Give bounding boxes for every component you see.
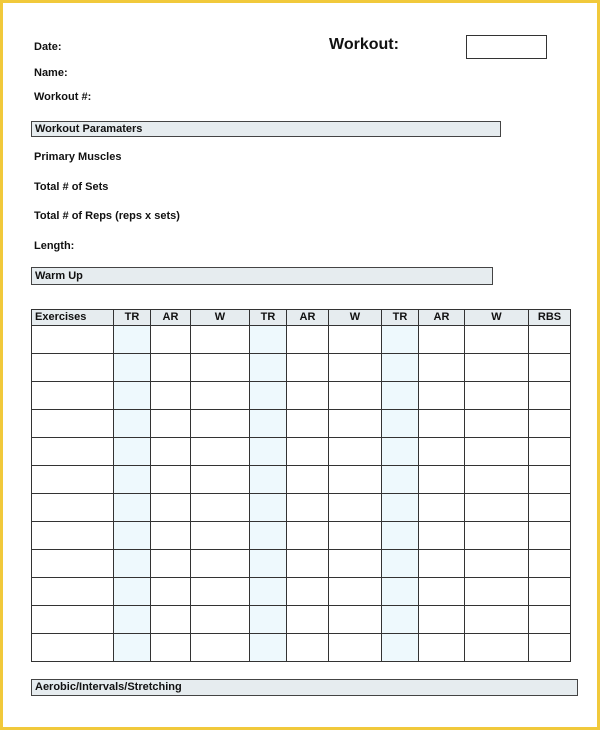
table-cell-ar[interactable] <box>287 522 329 550</box>
table-cell-tr[interactable] <box>114 382 151 410</box>
table-cell-exercises[interactable] <box>32 382 114 410</box>
table-cell-ar[interactable] <box>419 354 465 382</box>
table-cell-ar[interactable] <box>151 410 191 438</box>
table-header-row <box>32 310 571 326</box>
table-cell-exercises[interactable] <box>32 494 114 522</box>
table-cell-w[interactable] <box>191 354 250 382</box>
table-cell-ar[interactable] <box>419 578 465 606</box>
table-row <box>32 410 571 438</box>
table-cell-ar[interactable] <box>419 326 465 354</box>
table-cell-rbs[interactable] <box>529 354 571 382</box>
table-cell-w[interactable] <box>329 410 382 438</box>
table-cell-tr[interactable] <box>382 606 419 634</box>
table-cell-ar[interactable] <box>151 522 191 550</box>
table-cell-w[interactable] <box>191 410 250 438</box>
table-cell-w[interactable] <box>191 606 250 634</box>
table-cell-tr[interactable] <box>382 326 419 354</box>
table-cell-ar[interactable] <box>151 550 191 578</box>
table-cell-w[interactable] <box>465 410 529 438</box>
table-cell-w[interactable] <box>329 634 382 662</box>
table-cell-tr[interactable] <box>250 634 287 662</box>
table-cell-w[interactable] <box>465 382 529 410</box>
table-cell-exercises[interactable] <box>32 326 114 354</box>
workout-parameters-header: Workout Paramaters <box>31 121 501 137</box>
col-header-ar: AR <box>419 310 465 326</box>
table-cell-w[interactable] <box>465 494 529 522</box>
table-cell-exercises[interactable] <box>32 466 114 494</box>
table-row <box>32 578 571 606</box>
date-label: Date: <box>34 41 62 53</box>
table-row <box>32 634 571 662</box>
col-header-ar: AR <box>287 310 329 326</box>
table-cell-rbs[interactable] <box>529 438 571 466</box>
table-cell-w[interactable] <box>465 606 529 634</box>
warm-up-header: Warm Up <box>31 267 493 285</box>
table-cell-w[interactable] <box>329 438 382 466</box>
name-label: Name: <box>34 67 68 79</box>
table-cell-w[interactable] <box>329 578 382 606</box>
table-row <box>32 354 571 382</box>
table-cell-rbs[interactable] <box>529 578 571 606</box>
table-row <box>32 522 571 550</box>
table-cell-tr[interactable] <box>250 410 287 438</box>
table-cell-w[interactable] <box>465 466 529 494</box>
table-cell-ar[interactable] <box>419 438 465 466</box>
table-cell-w[interactable] <box>465 438 529 466</box>
table-cell-ar[interactable] <box>419 606 465 634</box>
table-cell-w[interactable] <box>465 326 529 354</box>
table-cell-ar[interactable] <box>151 494 191 522</box>
table-cell-rbs[interactable] <box>529 522 571 550</box>
table-cell-ar[interactable] <box>419 382 465 410</box>
table-cell-w[interactable] <box>329 550 382 578</box>
length-label: Length: <box>34 240 75 252</box>
table-cell-w[interactable] <box>465 634 529 662</box>
table-cell-tr[interactable] <box>114 634 151 662</box>
table-cell-w[interactable] <box>191 382 250 410</box>
exercise-table <box>31 309 571 662</box>
table-cell-tr[interactable] <box>382 466 419 494</box>
table-cell-w[interactable] <box>465 578 529 606</box>
table-cell-w[interactable] <box>329 326 382 354</box>
table-cell-w[interactable] <box>191 326 250 354</box>
table-cell-ar[interactable] <box>419 522 465 550</box>
col-header-tr: TR <box>250 310 287 326</box>
table-cell-ar[interactable] <box>287 550 329 578</box>
table-row <box>32 382 571 410</box>
table-cell-rbs[interactable] <box>529 410 571 438</box>
table-cell-ar[interactable] <box>287 578 329 606</box>
table-row <box>32 326 571 354</box>
table-cell-w[interactable] <box>329 606 382 634</box>
table-cell-rbs[interactable] <box>529 494 571 522</box>
table-cell-rbs[interactable] <box>529 382 571 410</box>
col-header-ar: AR <box>151 310 191 326</box>
workout-title: Workout: <box>329 36 399 53</box>
table-cell-tr[interactable] <box>382 550 419 578</box>
table-cell-ar[interactable] <box>287 354 329 382</box>
table-cell-w[interactable] <box>191 438 250 466</box>
table-row <box>32 606 571 634</box>
table-cell-tr[interactable] <box>250 494 287 522</box>
table-cell-w[interactable] <box>191 578 250 606</box>
table-cell-tr[interactable] <box>250 438 287 466</box>
table-cell-w[interactable] <box>191 522 250 550</box>
table-cell-exercises[interactable] <box>32 634 114 662</box>
col-header-tr: TR <box>382 310 419 326</box>
table-cell-ar[interactable] <box>287 466 329 494</box>
table-cell-ar[interactable] <box>287 382 329 410</box>
table-cell-ar[interactable] <box>151 578 191 606</box>
table-cell-w[interactable] <box>465 354 529 382</box>
table-cell-tr[interactable] <box>382 438 419 466</box>
table-cell-tr[interactable] <box>382 522 419 550</box>
table-cell-tr[interactable] <box>114 522 151 550</box>
table-cell-tr[interactable] <box>250 550 287 578</box>
table-cell-ar[interactable] <box>287 606 329 634</box>
col-header-rbs: RBS <box>529 310 571 326</box>
table-row <box>32 494 571 522</box>
table-cell-w[interactable] <box>465 522 529 550</box>
workout-title-field[interactable] <box>466 35 547 59</box>
aerobic-header: Aerobic/Intervals/Stretching <box>31 679 578 696</box>
table-cell-tr[interactable] <box>382 410 419 438</box>
table-cell-ar[interactable] <box>419 410 465 438</box>
table-cell-tr[interactable] <box>114 466 151 494</box>
table-cell-tr[interactable] <box>114 606 151 634</box>
table-cell-tr[interactable] <box>250 466 287 494</box>
table-cell-ar[interactable] <box>419 550 465 578</box>
table-cell-w[interactable] <box>191 494 250 522</box>
table-cell-w[interactable] <box>329 382 382 410</box>
table-cell-tr[interactable] <box>114 326 151 354</box>
table-cell-tr[interactable] <box>114 494 151 522</box>
table-cell-tr[interactable] <box>382 382 419 410</box>
table-cell-ar[interactable] <box>151 466 191 494</box>
table-cell-ar[interactable] <box>419 494 465 522</box>
table-cell-w[interactable] <box>191 466 250 494</box>
primary-muscles-label: Primary Muscles <box>34 151 122 163</box>
table-cell-rbs[interactable] <box>529 550 571 578</box>
table-cell-ar[interactable] <box>419 466 465 494</box>
col-header-tr: TR <box>114 310 151 326</box>
total-sets-label: Total # of Sets <box>34 181 109 193</box>
table-cell-tr[interactable] <box>250 382 287 410</box>
col-header-w: W <box>329 310 382 326</box>
table-cell-tr[interactable] <box>114 578 151 606</box>
col-header-exercises: Exercises <box>32 310 114 326</box>
table-cell-tr[interactable] <box>250 326 287 354</box>
table-cell-ar[interactable] <box>287 494 329 522</box>
table-cell-rbs[interactable] <box>529 634 571 662</box>
table-cell-ar[interactable] <box>287 410 329 438</box>
table-cell-ar[interactable] <box>151 382 191 410</box>
table-row <box>32 550 571 578</box>
table-cell-w[interactable] <box>191 550 250 578</box>
table-cell-tr[interactable] <box>114 354 151 382</box>
table-cell-exercises[interactable] <box>32 354 114 382</box>
table-cell-w[interactable] <box>191 634 250 662</box>
table-cell-w[interactable] <box>465 550 529 578</box>
table-cell-tr[interactable] <box>114 438 151 466</box>
table-cell-ar[interactable] <box>419 634 465 662</box>
table-cell-ar[interactable] <box>287 326 329 354</box>
table-cell-ar[interactable] <box>151 354 191 382</box>
table-cell-tr[interactable] <box>382 578 419 606</box>
table-cell-tr[interactable] <box>382 494 419 522</box>
table-cell-w[interactable] <box>329 522 382 550</box>
table-cell-ar[interactable] <box>287 634 329 662</box>
table-cell-w[interactable] <box>329 494 382 522</box>
table-cell-ar[interactable] <box>151 438 191 466</box>
table-cell-exercises[interactable] <box>32 522 114 550</box>
table-cell-w[interactable] <box>329 466 382 494</box>
total-reps-label: Total # of Reps (reps x sets) <box>34 210 180 222</box>
table-row <box>32 466 571 494</box>
table-cell-tr[interactable] <box>250 354 287 382</box>
table-row <box>32 438 571 466</box>
table-cell-tr[interactable] <box>114 410 151 438</box>
table-cell-exercises[interactable] <box>32 550 114 578</box>
table-cell-tr[interactable] <box>382 354 419 382</box>
table-cell-ar[interactable] <box>151 634 191 662</box>
col-header-w: W <box>465 310 529 326</box>
table-cell-w[interactable] <box>329 354 382 382</box>
table-cell-exercises[interactable] <box>32 438 114 466</box>
table-cell-ar[interactable] <box>151 326 191 354</box>
table-cell-ar[interactable] <box>151 606 191 634</box>
table-cell-rbs[interactable] <box>529 326 571 354</box>
table-cell-ar[interactable] <box>287 438 329 466</box>
table-cell-exercises[interactable] <box>32 606 114 634</box>
workout-number-label: Workout #: <box>34 91 92 103</box>
table-cell-exercises[interactable] <box>32 410 114 438</box>
col-header-w: W <box>191 310 250 326</box>
table-cell-rbs[interactable] <box>529 606 571 634</box>
table-cell-tr[interactable] <box>250 606 287 634</box>
table-cell-tr[interactable] <box>250 578 287 606</box>
table-cell-tr[interactable] <box>250 522 287 550</box>
table-cell-tr[interactable] <box>382 634 419 662</box>
table-cell-tr[interactable] <box>114 550 151 578</box>
table-cell-exercises[interactable] <box>32 578 114 606</box>
table-cell-rbs[interactable] <box>529 466 571 494</box>
